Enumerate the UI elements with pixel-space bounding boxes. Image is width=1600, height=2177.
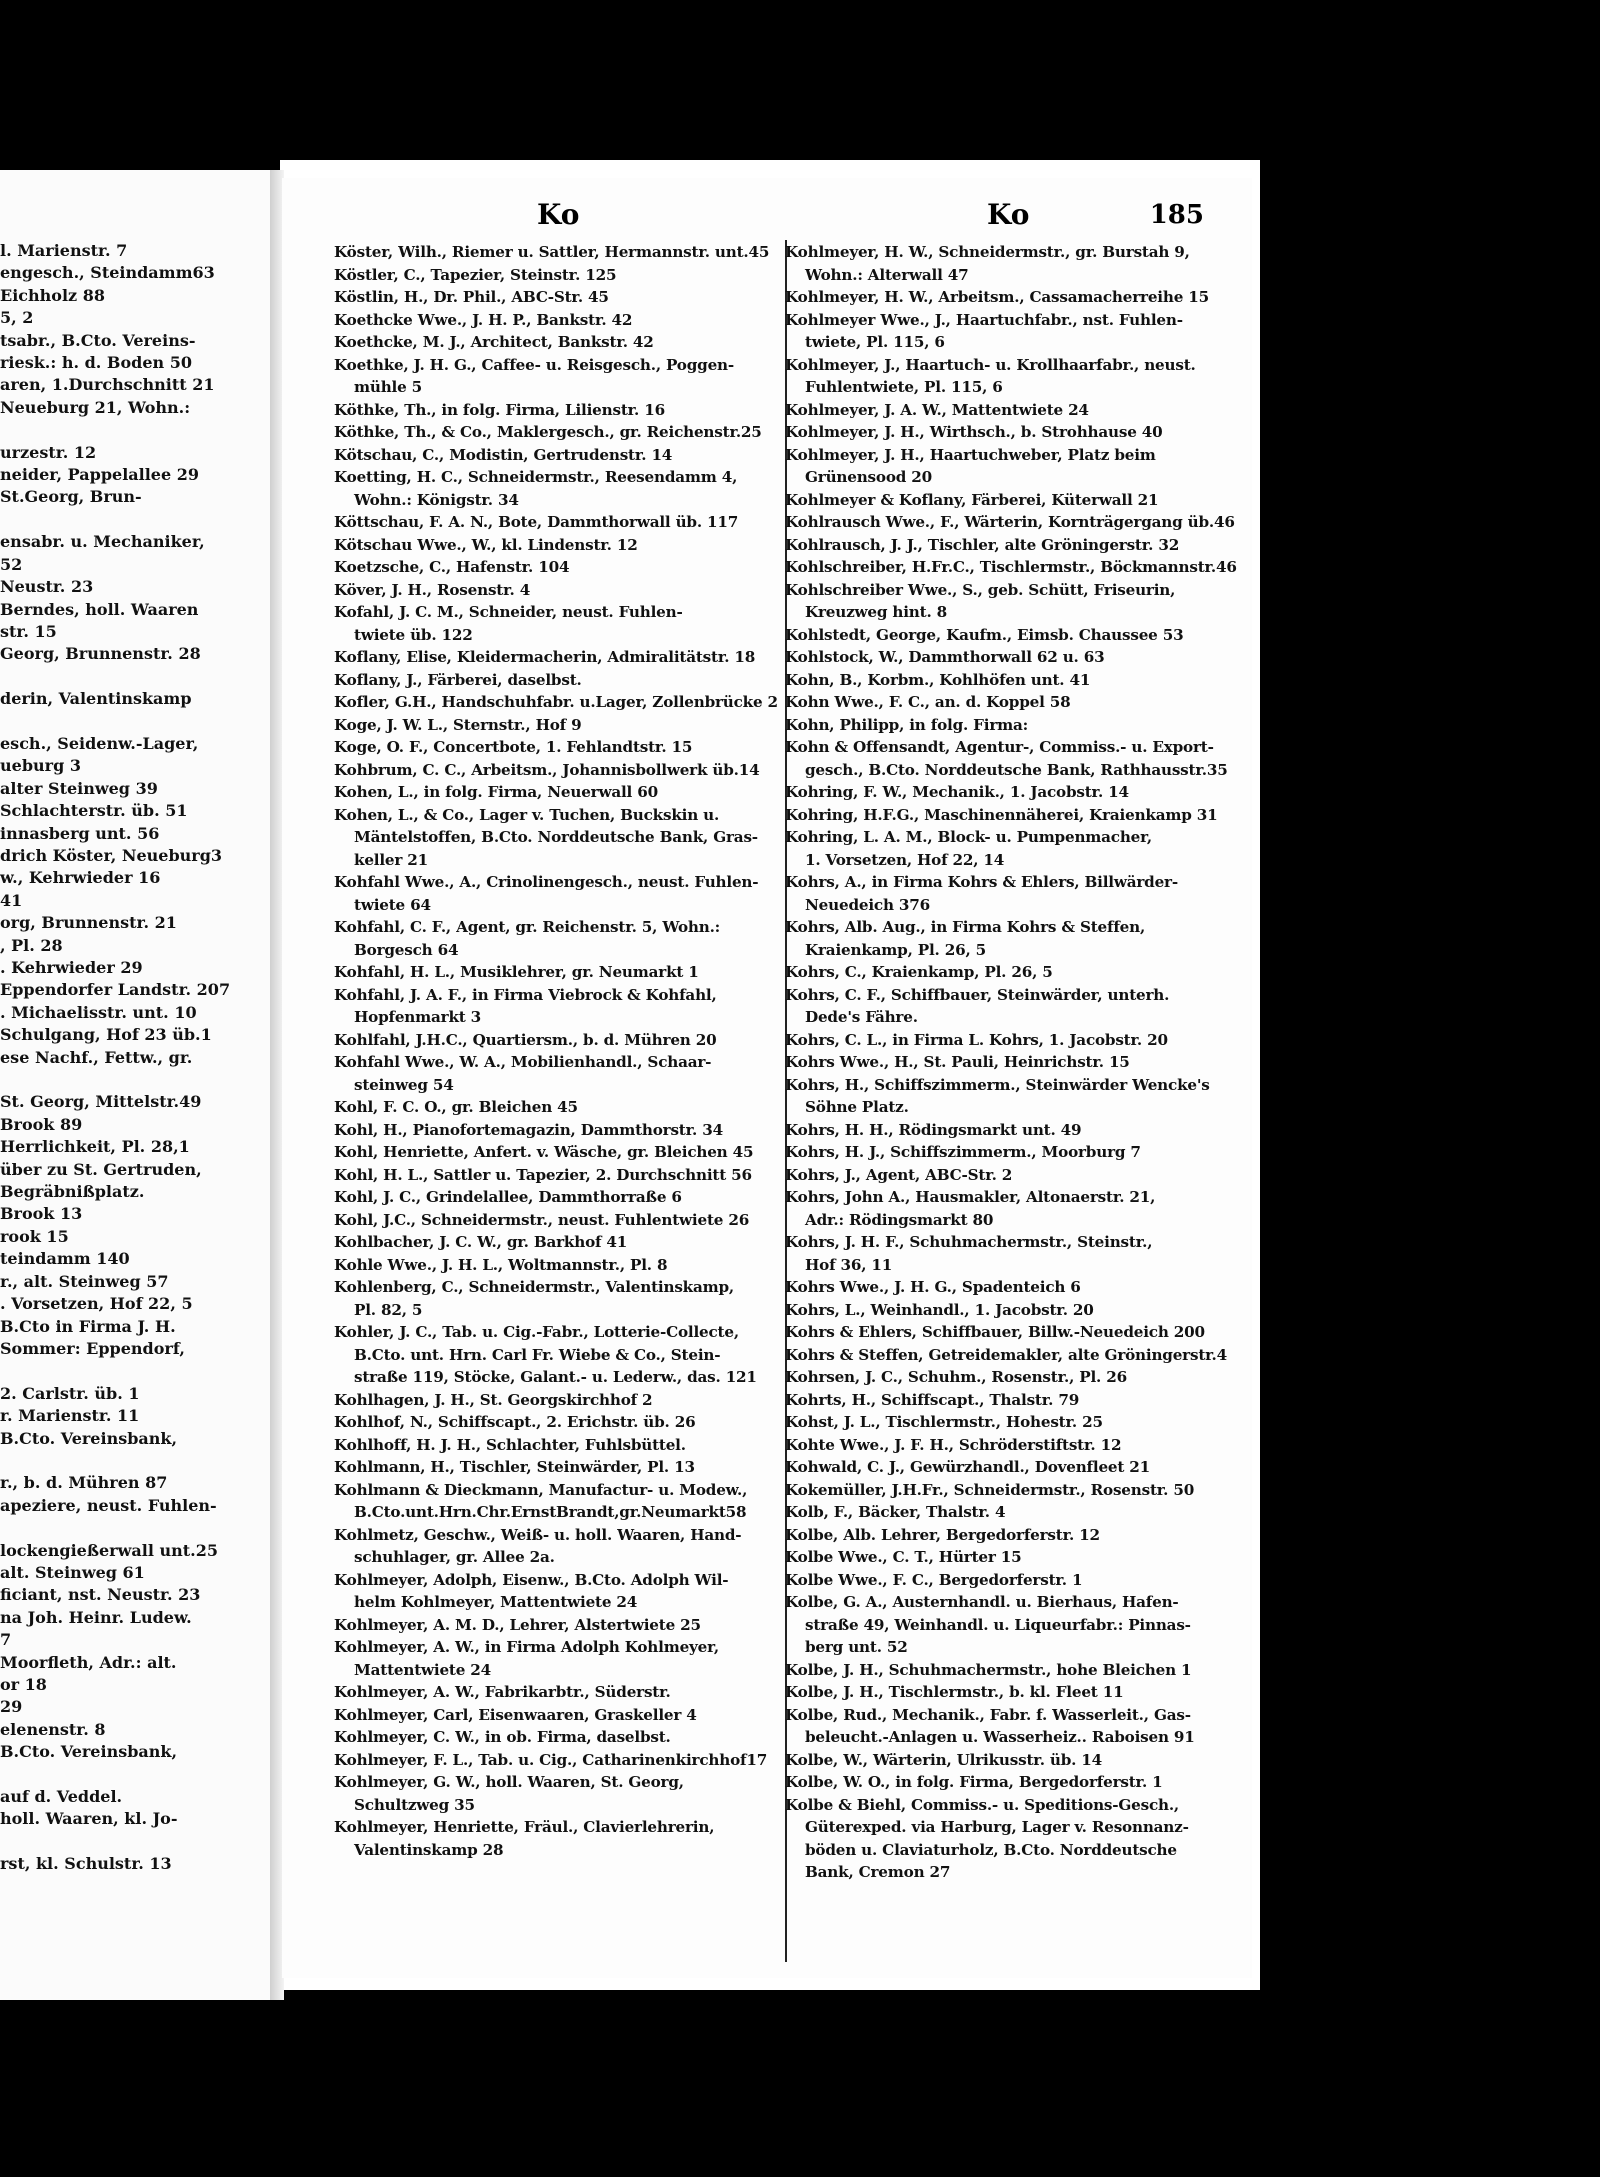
directory-entry: Kohbrum, C. C., Arbeitsm., Johannisbollwerk üb.14 [334, 760, 760, 779]
left-page-line: Neustr. 23 [0, 577, 94, 597]
directory-column-right [785, 241, 1237, 1884]
scan-background-bottom [0, 1990, 1600, 2177]
page-header [282, 198, 1252, 238]
directory-entry: Kohlmeyer, A. W., in Firma Adolph Kohlmeyer, [334, 1638, 719, 1656]
directory-entry: Kohst, J. L., Tischlermstr., Hohestr. 25 [785, 1413, 1103, 1431]
left-page-line: org, Brunnenstr. 21 [0, 913, 177, 933]
directory-entry: Kolbe Wwe., F. C., Bergedorferstr. 1 [785, 1570, 1083, 1589]
directory-entry: Kohlhagen, J. H., St. Georgskirchhof 2 [334, 1390, 653, 1409]
left-page-line: , Pl. 28 [0, 935, 63, 955]
left-page-line: Eichholz 88 [0, 285, 105, 305]
directory-entry: Kohl, Henriette, Anfert. v. Wäsche, gr. Bleichen 45 [334, 1143, 754, 1161]
left-page-line [0, 509, 240, 531]
directory-entry: Köstler, C., Tapezier, Steinstr. 125 [334, 265, 617, 284]
left-page-line: B.Cto. Vereinsbank, [0, 1428, 178, 1448]
directory-entry: Kohrs, John A., Hausmakler, Altonaerstr. 21, [785, 1188, 1156, 1206]
left-page-line: Georg, Brunnenstr. 28 [0, 644, 201, 664]
directory-entry: Kohlbacher, J. C. W., gr. Barkhof 41 [334, 1233, 628, 1251]
left-page-line: aren, 1.Durchschnitt 21 [0, 375, 215, 395]
left-page-line: 29 [0, 1697, 23, 1717]
directory-entry: Kolbe & Biehl, Commiss.- u. Speditions-Gesch., [785, 1795, 1180, 1814]
directory-entry: Kohl, F. C. O., gr. Bleichen 45 [334, 1098, 578, 1116]
left-page-line: Schlachterstr. üb. 51 [0, 801, 188, 821]
left-page-line [0, 1764, 240, 1786]
directory-entry-continuation: Neuedeich 376 [805, 895, 930, 914]
left-page-line: über zu St. Gertruden, [0, 1159, 202, 1179]
directory-entry: Kohrsen, J. C., Schuhm., Rosenstr., Pl. 26 [785, 1368, 1127, 1386]
directory-entry-continuation: Hopfenmarkt 3 [354, 1008, 482, 1026]
directory-entry-continuation: Mattentwiete 24 [354, 1660, 492, 1679]
directory-entry: Koetting, H. C., Schneidermstr., Reesendamm 4, [334, 468, 738, 486]
directory-entry: Kohlmeyer, A. W., Fabrikarbtr., Süderstr. [334, 1683, 671, 1701]
header-guide-word-right: Ko [987, 198, 1030, 231]
directory-entry-continuation: Güterexped. via Harburg, Lager v. Resonnanz- [805, 1818, 1189, 1836]
directory-entry-continuation: B.Cto. unt. Hrn. Carl Fr. Wiebe & Co., Stein- [354, 1345, 721, 1364]
directory-entry: Koge, O. F., Concertbote, 1. Fehlandtstr. 15 [334, 738, 693, 756]
directory-entry-continuation: gesch., B.Cto. Norddeutsche Bank, Rathhausstr.35 [805, 760, 1228, 779]
left-page-text-column [0, 240, 240, 1876]
left-page-line: drich Köster, Neueburg3 [0, 845, 223, 865]
directory-entry: Kolbe, J. H., Schuhmachermstr., hohe Bleichen 1 [785, 1660, 1192, 1679]
directory-entry-continuation: Valentinskamp 28 [354, 1840, 504, 1859]
directory-entry: Kohlmeyer, Adolph, Eisenw., B.Cto. Adolph Wil- [334, 1570, 729, 1589]
left-page-line: engesch., Steindamm63 [0, 263, 215, 283]
left-page-line: ficiant, nst. Neustr. 23 [0, 1585, 201, 1605]
directory-entry-continuation: Pl. 82, 5 [354, 1300, 423, 1319]
directory-entry: Kohrs & Steffen, Getreidemakler, alte Gröningerstr.4 [785, 1345, 1228, 1364]
left-page-line: holl. Waaren, kl. Jo- [0, 1809, 178, 1829]
directory-entry: Kohrs, C. L., in Firma L. Kohrs, 1. Jacobstr. 20 [785, 1030, 1168, 1049]
right-page [282, 178, 1252, 1978]
directory-entry: Koflany, J., Färberei, daselbst. [334, 670, 582, 689]
directory-entry: Kohlschreiber, H.Fr.C., Tischlermstr., Böckmannstr.46 [785, 558, 1237, 576]
directory-entry: Köster, Wilh., Riemer u. Sattler, Hermannstr. unt.45 [334, 243, 770, 261]
left-page-line: St. Georg, Mittelstr.49 [0, 1092, 202, 1112]
directory-entry: Kohlrausch Wwe., F., Wärterin, Kornträgergang üb.46 [785, 513, 1235, 531]
directory-entry: Koge, J. W. L., Sternstr., Hof 9 [334, 715, 582, 734]
directory-entry: Kohlmeyer, H. W., Schneidermstr., gr. Burstah 9, [785, 243, 1190, 261]
left-page-line: na Joh. Heinr. Ludew. [0, 1607, 192, 1627]
directory-entry: Koethke, J. H. G., Caffee- u. Reisgesch., Poggen- [334, 355, 734, 374]
left-page-line: tsabr., B.Cto. Vereins- [0, 330, 196, 350]
directory-entry: Kohlmeyer, Henriette, Fräul., Clavierlehrerin, [334, 1818, 715, 1836]
directory-entry: Kohlmeyer, Carl, Eisenwaaren, Graskeller 4 [334, 1705, 697, 1724]
left-page-line: Begräbnißplatz. [0, 1182, 145, 1202]
directory-entry: Kohrs, C. F., Schiffbauer, Steinwärder, unterh. [785, 985, 1170, 1004]
page-number: 185 [1149, 200, 1204, 230]
left-page-line: innasberg unt. 56 [0, 823, 160, 843]
directory-entry: Kohfahl Wwe., A., Crinolinengesch., neust. Fuhlen- [334, 873, 759, 891]
directory-entry: Kolbe, Rud., Mechanik., Fabr. f. Wasserleit., Gas- [785, 1705, 1191, 1724]
directory-entry: Kohrs, A., in Firma Kohrs & Ehlers, Billwärder- [785, 873, 1178, 891]
left-page-line: elenenstr. 8 [0, 1719, 106, 1739]
directory-entry-continuation: keller 21 [354, 850, 429, 869]
directory-entry-continuation: straße 119, Stöcke, Galant.- u. Lederw., das. 121 [354, 1368, 757, 1386]
directory-entry-continuation: mühle 5 [354, 378, 423, 396]
directory-entry: Kohfahl, C. F., Agent, gr. Reichenstr. 5, Wohn.: [334, 918, 721, 936]
directory-entry: Kohlschreiber Wwe., S., geb. Schütt, Friseurin, [785, 580, 1176, 599]
left-page [0, 170, 272, 2000]
directory-entry: Kohrs, H. H., Rödingsmarkt unt. 49 [785, 1120, 1082, 1139]
directory-entry-continuation: schuhlager, gr. Allee 2a. [354, 1548, 555, 1566]
directory-entry: Kohlmeyer, J., Haartuch- u. Krollhaarfabr., neust. [785, 355, 1196, 374]
directory-entry: Kohlstock, W., Dammthorwall 62 u. 63 [785, 648, 1105, 666]
directory-entry: Kohlmeyer, C. W., in ob. Firma, daselbst. [334, 1728, 671, 1746]
left-page-line: rook 15 [0, 1226, 69, 1246]
directory-entry: Kötschau Wwe., W., kl. Lindenstr. 12 [334, 535, 638, 554]
directory-entry: Kohl, H., Pianofortemagazin, Dammthorstr. 34 [334, 1120, 723, 1139]
left-page-line: neider, Pappelallee 29 [0, 465, 199, 485]
directory-entry: Kolbe, W., Wärterin, Ulrikusstr. üb. 14 [785, 1750, 1103, 1769]
directory-entry-continuation: Söhne Platz. [805, 1098, 909, 1116]
left-page-line: . Vorsetzen, Hof 22, 5 [0, 1294, 193, 1314]
directory-entry: Kofler, G.H., Handschuhfabr. u.Lager, Zollenbrücke 2 [334, 693, 778, 711]
directory-entry: Kohen, L., in folg. Firma, Neuerwall 60 [334, 783, 658, 801]
directory-entry: Kohlmann, H., Tischler, Steinwärder, Pl. 13 [334, 1458, 695, 1476]
directory-entry-continuation: Bank, Cremon 27 [805, 1863, 951, 1881]
left-page-line [0, 1517, 240, 1539]
directory-entry: Kohlmeyer, G. W., holl. Waaren, St. Georg, [334, 1773, 684, 1791]
directory-entry: Kohring, H.F.G., Maschinennäherei, Kraienkamp 31 [785, 805, 1218, 824]
directory-column-left [334, 241, 839, 1861]
directory-entry-continuation: beleucht.-Anlagen u. Wasserheiz.. Raboisen 91 [805, 1728, 1195, 1746]
directory-entry-continuation: Hof 36, 11 [805, 1255, 893, 1274]
directory-entry: Kohrs & Ehlers, Schiffbauer, Billw.-Neuedeich 200 [785, 1323, 1205, 1341]
directory-entry-continuation: Kraienkamp, Pl. 26, 5 [805, 940, 986, 959]
left-page-line: ese Nachf., Fettw., gr. [0, 1047, 193, 1067]
directory-entry: Kolbe Wwe., C. T., Hürter 15 [785, 1548, 1022, 1566]
directory-entry: Kohrs, H., Schiffszimmerm., Steinwärder Wencke's [785, 1075, 1210, 1094]
directory-entry: Kohlstedt, George, Kaufm., Eimsb. Chaussee 53 [785, 625, 1184, 644]
directory-entry: Kohrs Wwe., H., St. Pauli, Heinrichstr. 15 [785, 1053, 1130, 1071]
left-page-line: auf d. Veddel. [0, 1787, 123, 1807]
directory-entry: Kolbe, G. A., Austernhandl. u. Bierhaus, Hafen- [785, 1593, 1179, 1611]
left-page-line: str. 15 [0, 621, 57, 641]
directory-entry: Kohle Wwe., J. H. L., Woltmannstr., Pl. 8 [334, 1255, 668, 1274]
scan-background-right [1260, 0, 1600, 2177]
directory-entry-continuation: Wohn.: Königstr. 34 [354, 490, 519, 509]
directory-entry: Kohn, B., Korbm., Kohlhöfen unt. 41 [785, 670, 1091, 689]
left-page-line: r. Marienstr. 11 [0, 1406, 140, 1426]
directory-entry: Kohlmeyer, H. W., Arbeitsm., Cassamacherreihe 15 [785, 288, 1210, 306]
directory-entry: Kohler, J. C., Tab. u. Cig.-Fabr., Lotterie-Collecte, [334, 1323, 739, 1341]
left-page-line [0, 666, 240, 688]
directory-entry: Kohlmetz, Geschw., Weiß- u. holl. Waaren, Hand- [334, 1525, 742, 1544]
left-page-line [0, 419, 240, 441]
directory-entry: Koetzsche, C., Hafenstr. 104 [334, 558, 570, 576]
directory-entry: Kohrs, J. H. F., Schuhmachermstr., Steinstr., [785, 1233, 1153, 1251]
left-page-line: Neueburg 21, Wohn.: [0, 397, 191, 417]
directory-entry-continuation: helm Kohlmeyer, Mattentwiete 24 [354, 1593, 638, 1611]
directory-entry-continuation: twiete üb. 122 [354, 625, 473, 644]
left-page-line [0, 1450, 240, 1472]
left-page-line: w., Kehrwieder 16 [0, 868, 161, 888]
directory-entry: Kohwald, C. J., Gewürzhandl., Dovenfleet 21 [785, 1458, 1151, 1476]
left-page-line: derin, Valentinskamp [0, 689, 192, 709]
directory-entry: Kohl, H. L., Sattler u. Tapezier, 2. Durchschnitt 56 [334, 1165, 752, 1184]
directory-entry: Kolb, F., Bäcker, Thalstr. 4 [785, 1503, 1006, 1521]
directory-entry-continuation: straße 49, Weinhandl. u. Liqueurfabr.: Pinnas- [805, 1615, 1191, 1634]
directory-entry: Kohrs, L., Weinhandl., 1. Jacobstr. 20 [785, 1300, 1094, 1319]
left-page-line: 5, 2 [0, 308, 34, 328]
left-page-line: 7 [0, 1630, 12, 1650]
left-page-line: lockengießerwall unt.25 [0, 1540, 218, 1560]
directory-entry: Kohlmeyer, J. H., Haartuchweber, Platz beim [785, 445, 1156, 464]
directory-entry-continuation: berg unt. 52 [805, 1638, 908, 1656]
left-page-line [0, 1360, 240, 1382]
directory-entry: Kofahl, J. C. M., Schneider, neust. Fuhlen- [334, 603, 683, 621]
directory-entry: Kohen, L., & Co., Lager v. Tuchen, Buckskin u. [334, 805, 720, 824]
left-page-line: Brook 89 [0, 1114, 83, 1134]
directory-entry-continuation: Schultzweg 35 [354, 1795, 475, 1814]
left-page-line: ensabr. u. Mechaniker, [0, 532, 205, 552]
directory-entry-continuation: Borgesch 64 [354, 940, 459, 959]
left-page-line [0, 711, 240, 733]
directory-entry: Kohrs, J., Agent, ABC-Str. 2 [785, 1165, 1013, 1184]
directory-entry: Kohte Wwe., J. F. H., Schröderstiftstr. 12 [785, 1435, 1122, 1454]
directory-entry: Kötschau, C., Modistin, Gertrudenstr. 14 [334, 445, 673, 464]
directory-entry: Kohfahl Wwe., W. A., Mobilienhandl., Schaar- [334, 1053, 712, 1071]
left-page-line: Herrlichkeit, Pl. 28,1 [0, 1137, 190, 1157]
directory-entry-continuation: Kreuzweg hint. 8 [805, 603, 947, 621]
left-page-line: Schulgang, Hof 23 üb.1 [0, 1025, 212, 1045]
directory-entry: Kohfahl, J. A. F., in Firma Viebrock & Kohfahl, [334, 985, 717, 1004]
directory-entry: Kohl, J. C., Grindelallee, Dammthorraße 6 [334, 1188, 682, 1206]
left-page-line: l. Marienstr. 7 [0, 241, 128, 260]
directory-entry: Kolbe, Alb. Lehrer, Bergedorferstr. 12 [785, 1525, 1100, 1544]
directory-entry: Köstlin, H., Dr. Phil., ABC-Str. 45 [334, 288, 609, 306]
directory-entry: Kohring, F. W., Mechanik., 1. Jacobstr. 14 [785, 783, 1129, 801]
left-page-line: esch., Seidenw.-Lager, [0, 733, 199, 753]
left-page-line: Moorfleth, Adr.: alt. [0, 1652, 177, 1672]
directory-entry: Kohn, Philipp, in folg. Firma: [785, 715, 1029, 734]
directory-entry: Kohfahl, H. L., Musiklehrer, gr. Neumarkt 1 [334, 963, 699, 981]
left-page-line: or 18 [0, 1675, 47, 1694]
left-page-line: alter Steinweg 39 [0, 778, 158, 798]
left-page-line: alt. Steinweg 61 [0, 1562, 145, 1582]
directory-entry: Kohlrausch, J. J., Tischler, alte Gröningerstr. 32 [785, 535, 1180, 554]
directory-entry-continuation: 1. Vorsetzen, Hof 22, 14 [805, 850, 1005, 869]
left-page-line: rst, kl. Schulstr. 13 [0, 1854, 172, 1874]
directory-entry: Kohrs, Alb. Aug., in Firma Kohrs & Steffen, [785, 918, 1146, 936]
directory-entry-continuation: Dede's Fähre. [805, 1008, 918, 1026]
directory-entry: Kohlmeyer, F. L., Tab. u. Cig., Catharinenkirchhof17 [334, 1750, 768, 1769]
left-page-line: urzestr. 12 [0, 442, 97, 462]
left-page-line [0, 1831, 240, 1853]
directory-entry: Kohrs, C., Kraienkamp, Pl. 26, 5 [785, 963, 1053, 981]
directory-entry: Kolbe, J. H., Tischlermstr., b. kl. Fleet 11 [785, 1683, 1124, 1701]
directory-entry-continuation: twiete, Pl. 115, 6 [805, 333, 945, 351]
left-page-line: 2. Carlstr. üb. 1 [0, 1383, 140, 1403]
directory-entry-continuation: Wohn.: Alterwall 47 [805, 265, 969, 284]
left-page-line: teindamm 140 [0, 1249, 130, 1269]
directory-entry-continuation: steinweg 54 [354, 1075, 454, 1094]
directory-entry-continuation: böden u. Claviaturholz, B.Cto. Norddeutsche [805, 1840, 1177, 1859]
directory-entry: Koethcke Wwe., J. H. P., Bankstr. 42 [334, 310, 633, 329]
directory-entry: Kohlmeyer, A. M. D., Lehrer, Alstertwiete 25 [334, 1615, 701, 1634]
directory-entry: Koethcke, M. J., Architect, Bankstr. 42 [334, 333, 654, 351]
directory-entry-continuation: Fuhlentwiete, Pl. 115, 6 [805, 378, 1003, 396]
directory-entry: Kohlhof, N., Schiffscapt., 2. Erichstr. üb. 26 [334, 1413, 696, 1431]
directory-entry: Kohlmeyer Wwe., J., Haartuchfabr., nst. Fuhlen- [785, 310, 1183, 329]
directory-entry: Köttschau, F. A. N., Bote, Dammthorwall üb. 117 [334, 513, 739, 531]
directory-entry: Kohlmeyer, J. H., Wirthsch., b. Strohhause 40 [785, 423, 1163, 441]
directory-entry-continuation: Grünensood 20 [805, 468, 933, 486]
directory-entry: Köver, J. H., Rosenstr. 4 [334, 580, 531, 599]
left-page-line: Berndes, holl. Waaren [0, 599, 199, 619]
left-page-line: B.Cto in Firma J. H. [0, 1316, 176, 1336]
directory-entry: Kohl, J.C., Schneidermstr., neust. Fuhlentwiete 26 [334, 1210, 750, 1229]
directory-entry-continuation: B.Cto.unt.Hrn.Chr.ErnstBrandt,gr.Neumarkt58 [354, 1503, 747, 1521]
directory-entry-continuation: twiete 64 [354, 895, 431, 914]
left-page-line: Sommer: Eppendorf, [0, 1338, 185, 1358]
left-page-line: Eppendorfer Landstr. 207 [0, 980, 231, 1000]
header-guide-word-left: Ko [537, 198, 580, 231]
directory-entry: Koflany, Elise, Kleidermacherin, Admiralitätstr. 18 [334, 648, 756, 666]
directory-entry-continuation: Adr.: Rödingsmarkt 80 [805, 1210, 994, 1229]
left-page-line: . Kehrwieder 29 [0, 958, 143, 977]
directory-entry: Kohlfahl, J.H.C., Quartiersm., b. d. Mühren 20 [334, 1030, 717, 1049]
directory-entry: Kohrs, H. J., Schiffszimmerm., Moorburg 7 [785, 1143, 1141, 1161]
left-page-line: riesk.: h. d. Boden 50 [0, 353, 192, 373]
directory-entry: Kohrts, H., Schiffscapt., Thalstr. 79 [785, 1390, 1080, 1409]
left-page-line [0, 1069, 240, 1091]
directory-entry: Kohn Wwe., F. C., an. d. Koppel 58 [785, 693, 1071, 711]
left-page-line: . Michaelisstr. unt. 10 [0, 1002, 197, 1022]
directory-entry: Kohlmann & Dieckmann, Manufactur- u. Modew., [334, 1480, 748, 1499]
directory-entry: Kohlenberg, C., Schneidermstr., Valentinskamp, [334, 1278, 735, 1296]
left-page-line: 41 [0, 890, 23, 910]
directory-entry: Kolbe, W. O., in folg. Firma, Bergedorferstr. 1 [785, 1773, 1163, 1791]
directory-entry: Kohlhoff, H. J. H., Schlachter, Fuhlsbüttel. [334, 1435, 686, 1454]
directory-entry: Kohrs Wwe., J. H. G., Spadenteich 6 [785, 1278, 1081, 1296]
left-page-line: apeziere, neust. Fuhlen- [0, 1495, 217, 1515]
directory-entry: Kokemüller, J.H.Fr., Schneidermstr., Rosenstr. 50 [785, 1480, 1195, 1499]
directory-entry: Kohlmeyer & Koflany, Färberei, Küterwall 21 [785, 490, 1159, 509]
directory-entry: Köthke, Th., in folg. Firma, Lilienstr. 16 [334, 400, 665, 419]
directory-entry: Kohlmeyer, J. A. W., Mattentwiete 24 [785, 400, 1089, 419]
left-page-line: B.Cto. Vereinsbank, [0, 1742, 178, 1762]
directory-entry: Köthke, Th., & Co., Maklergesch., gr. Reichenstr.25 [334, 423, 762, 441]
left-page-line: r., alt. Steinweg 57 [0, 1271, 169, 1291]
left-page-line: ueburg 3 [0, 756, 81, 776]
directory-entry: Kohring, L. A. M., Block- u. Pumpenmacher, [785, 828, 1152, 846]
left-page-line: St.Georg, Brun- [0, 487, 142, 507]
left-page-line: r., b. d. Mühren 87 [0, 1473, 168, 1493]
directory-entry: Kohn & Offensandt, Agentur-, Commiss.- u. Export- [785, 738, 1214, 756]
directory-entry-continuation: Mäntelstoffen, B.Cto. Norddeutsche Bank, Gras- [354, 828, 758, 846]
left-page-line: Brook 13 [0, 1204, 83, 1224]
left-page-line: 52 [0, 554, 23, 574]
